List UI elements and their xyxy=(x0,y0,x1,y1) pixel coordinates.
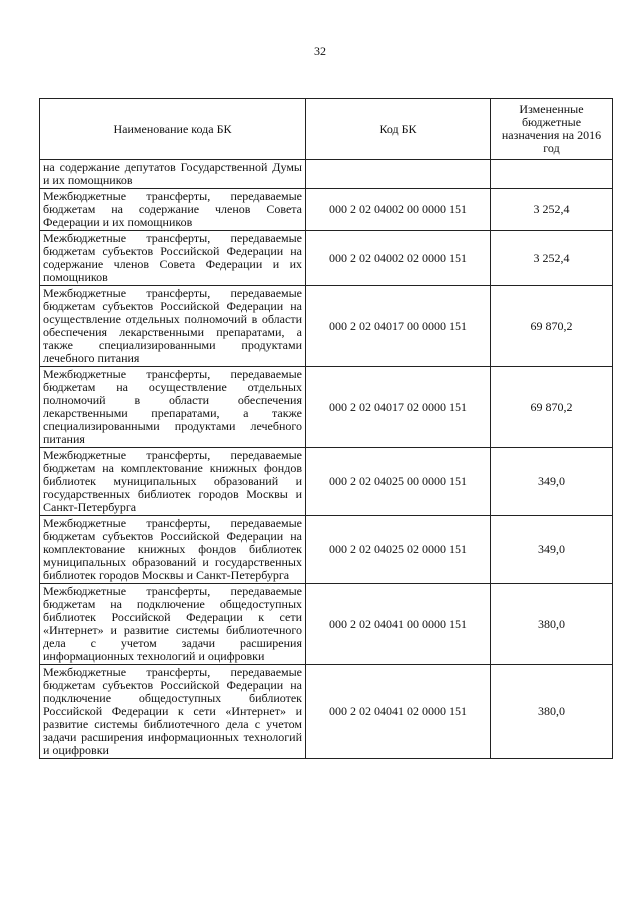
row-code: 000 2 02 04002 00 0000 151 xyxy=(306,189,491,231)
row-code: 000 2 02 04025 02 0000 151 xyxy=(306,516,491,584)
row-name: Межбюджетные трансферты, передаваемые бюджетам на осуществление отдельных полномочий в области обеспечения лекарственными препаратами, а также специализированными продуктами лечебного питания xyxy=(40,367,306,448)
page-number: 32 xyxy=(314,44,326,58)
row-code: 000 2 02 04002 02 0000 151 xyxy=(306,231,491,286)
row-name: Межбюджетные трансферты, передаваемые бюджетам субъектов Российской Федерации на содержание членов Совета Федерации и их помощников xyxy=(40,231,306,286)
header-row xyxy=(40,99,613,160)
row-amount: 380,0 xyxy=(491,584,613,665)
header-code: Код БК xyxy=(306,99,491,160)
row-code: 000 2 02 04041 02 0000 151 xyxy=(306,665,491,759)
row-name: Межбюджетные трансферты, передаваемые бюджетам субъектов Российской Федерации на осуществление отдельных полномочий в области обеспечения лекарственными препаратами, а также специализированными продуктами лечебного питания xyxy=(40,286,306,367)
table-row xyxy=(40,448,613,516)
table-row xyxy=(40,231,613,286)
table-row xyxy=(40,189,613,231)
row-amount: 3 252,4 xyxy=(491,189,613,231)
table-row xyxy=(40,516,613,584)
header-name: Наименование кода БК xyxy=(40,99,306,160)
row-name: Межбюджетные трансферты, передаваемые бюджетам субъектов Российской Федерации на подключение общедоступных библиотек Российской Федерации к сети «Интернет» и развитие системы библиотечного дела с учетом задачи расширения информационных технологий и оцифровки xyxy=(40,665,306,759)
row-name: на содержание депутатов Государственной Думы и их помощников xyxy=(40,160,306,189)
row-amount: 69 870,2 xyxy=(491,286,613,367)
row-amount: 380,0 xyxy=(491,665,613,759)
row-amount: 349,0 xyxy=(491,516,613,584)
row-amount: 69 870,2 xyxy=(491,367,613,448)
row-code: 000 2 02 04025 00 0000 151 xyxy=(306,448,491,516)
row-amount: 3 252,4 xyxy=(491,231,613,286)
row-code: 000 2 02 04017 00 0000 151 xyxy=(306,286,491,367)
row-code xyxy=(306,160,491,189)
row-name: Межбюджетные трансферты, передаваемые бюджетам на подключение общедоступных библиотек Российской Федерации к сети «Интернет» и развитие системы библиотечного дела с учетом задачи расширения информационных технологий и оцифровки xyxy=(40,584,306,665)
table-row xyxy=(40,160,613,189)
row-code: 000 2 02 04017 02 0000 151 xyxy=(306,367,491,448)
row-code: 000 2 02 04041 00 0000 151 xyxy=(306,584,491,665)
row-amount: 349,0 xyxy=(491,448,613,516)
row-name: Межбюджетные трансферты, передаваемые бюджетам субъектов Российской Федерации на комплектование книжных фондов библиотек муниципальных образований и государственных библиотек городов Москвы и Санкт-Петербурга xyxy=(40,516,306,584)
table-row xyxy=(40,665,613,759)
table-row xyxy=(40,367,613,448)
row-amount xyxy=(491,160,613,189)
row-name: Межбюджетные трансферты, передаваемые бюджетам на комплектование книжных фондов библиотек муниципальных образований и государственных библиотек городов Москвы и Санкт-Петербурга xyxy=(40,448,306,516)
table-row xyxy=(40,286,613,367)
row-name: Межбюджетные трансферты, передаваемые бюджетам на содержание членов Совета Федерации и их помощников xyxy=(40,189,306,231)
header-amount: Измененные бюджетные назначения на 2016 год xyxy=(491,99,613,160)
table-row xyxy=(40,584,613,665)
budget-table xyxy=(39,98,613,759)
